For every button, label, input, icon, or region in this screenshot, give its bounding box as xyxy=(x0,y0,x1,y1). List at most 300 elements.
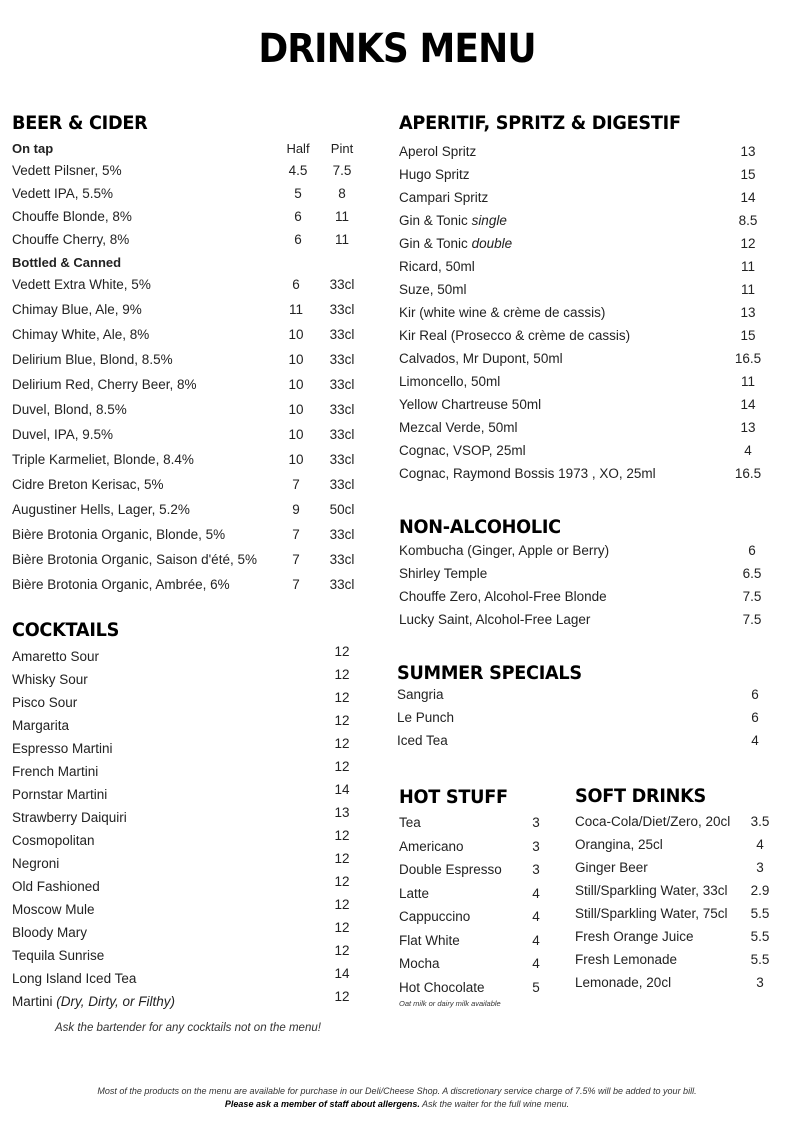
item-name-text: Delirium Blue, Blond, 8.5% xyxy=(12,352,173,367)
cocktail-row xyxy=(12,783,362,806)
cocktail-row xyxy=(12,737,362,760)
pint-price: 7.5 xyxy=(332,163,352,178)
aperitif-price: 15 xyxy=(740,328,756,343)
item-name xyxy=(12,159,122,182)
item-name xyxy=(12,547,257,572)
item-name-text: Mocha xyxy=(399,956,440,971)
item-name xyxy=(12,898,95,921)
aperitif-price: 15 xyxy=(740,167,756,182)
aperitif-row xyxy=(399,462,779,485)
item-name xyxy=(575,810,730,833)
item-name-text: Martini xyxy=(12,994,53,1009)
summer-price: 6 xyxy=(751,710,759,725)
item-name xyxy=(12,944,104,967)
aperitif-price: 8.5 xyxy=(738,213,758,228)
cocktail-price: 12 xyxy=(334,851,350,866)
item-name xyxy=(12,990,175,1013)
item-name xyxy=(12,522,225,547)
bottle-price: 7 xyxy=(292,527,300,542)
hot-drink-price: 5 xyxy=(532,979,540,995)
cocktail-row xyxy=(12,714,362,737)
aperitif-price: 14 xyxy=(740,190,756,205)
soft-drink-row xyxy=(575,902,775,925)
item-name-text: Double Espresso xyxy=(399,862,502,877)
half-column-header: Half xyxy=(286,141,310,156)
item-name-text: Moscow Mule xyxy=(12,902,95,917)
cocktail-price: 12 xyxy=(334,713,350,728)
item-name-text: Campari Spritz xyxy=(399,190,489,205)
item-name xyxy=(575,856,648,879)
item-name-text: Espresso Martini xyxy=(12,741,113,756)
item-name-text: Cognac, VSOP, 25ml xyxy=(399,443,526,458)
item-name-suffix: single xyxy=(471,213,507,228)
non-alcoholic-row xyxy=(399,585,779,608)
soft-drink-row xyxy=(575,833,775,856)
bottled-row xyxy=(12,272,362,297)
bottle-price: 9 xyxy=(292,502,300,517)
aperitif-row xyxy=(399,186,779,209)
item-name-text: Limoncello, 50ml xyxy=(399,374,501,389)
item-name xyxy=(399,140,476,163)
item-name xyxy=(12,447,194,472)
item-name xyxy=(12,691,77,714)
item-name xyxy=(575,925,694,948)
item-name xyxy=(12,714,69,737)
aperitif-row xyxy=(399,209,779,232)
aperitif-price: 11 xyxy=(740,282,755,297)
bottled-header xyxy=(12,251,362,274)
bottle-price: 11 xyxy=(288,302,303,317)
item-name-text: Amaretto Sour xyxy=(12,649,100,664)
item-name xyxy=(12,829,95,852)
beer-on-tap-list xyxy=(12,139,362,274)
bottled-row xyxy=(12,572,362,597)
item-name xyxy=(12,422,113,447)
hot-drink-row xyxy=(399,835,559,859)
soft-drink-price: 5.5 xyxy=(750,906,770,921)
cocktails-heading: COCKTAILS xyxy=(12,619,120,641)
item-name-text: Gin & Tonic xyxy=(399,236,468,251)
item-name-text: Iced Tea xyxy=(397,733,448,748)
cocktail-row xyxy=(12,691,362,714)
aperitif-row xyxy=(399,232,779,255)
cocktail-row xyxy=(12,875,362,898)
on-tap-header xyxy=(12,139,362,159)
bottled-row xyxy=(12,522,362,547)
item-name xyxy=(399,976,485,1000)
hot-stuff-heading: HOT STUFF xyxy=(399,786,508,808)
aperitif-row xyxy=(399,347,779,370)
item-name-text: Kombucha (Ginger, Apple or Berry) xyxy=(399,543,610,558)
bottle-price: 7 xyxy=(292,577,300,592)
bottle-size: 33cl xyxy=(329,452,355,467)
wine-menu-notice: Ask the waiter for the full wine menu. xyxy=(419,1099,570,1109)
cocktail-price: 13 xyxy=(334,805,350,820)
bottled-row xyxy=(12,547,362,572)
bottled-row xyxy=(12,322,362,347)
item-name-text: Chouffe Cherry, 8% xyxy=(12,232,130,247)
item-name xyxy=(399,882,429,906)
bottle-price: 6 xyxy=(292,277,300,292)
item-name xyxy=(12,645,99,668)
soft-drink-row xyxy=(575,879,775,902)
item-name xyxy=(12,322,149,347)
aperitif-row xyxy=(399,163,779,186)
cocktail-row xyxy=(12,829,362,852)
non-alcoholic-list xyxy=(399,539,779,631)
item-name xyxy=(399,462,656,485)
item-name-text: Lucky Saint, Alcohol-Free Lager xyxy=(399,612,591,627)
item-name-text: French Martini xyxy=(12,764,99,779)
item-name-text: Le Punch xyxy=(397,710,455,725)
soft-drink-price: 4 xyxy=(756,837,764,852)
soft-drink-price: 5.5 xyxy=(750,929,770,944)
item-name-text: Americano xyxy=(399,838,464,854)
item-name xyxy=(575,948,677,971)
bottle-price: 10 xyxy=(288,402,304,417)
bottled-row xyxy=(12,347,362,372)
summer-specials-list xyxy=(397,683,777,752)
aperitif-price: 16.5 xyxy=(734,351,762,366)
item-name xyxy=(399,835,464,859)
item-name xyxy=(399,905,470,929)
half-price: 4.5 xyxy=(288,163,308,178)
aperitif-row xyxy=(399,439,779,462)
item-name-text: Coca-Cola/Diet/Zero, 20cl xyxy=(575,814,731,829)
summer-row xyxy=(397,706,777,729)
item-name xyxy=(399,439,526,462)
hot-drink-price: 4 xyxy=(532,885,540,901)
bottle-size: 50cl xyxy=(329,502,355,517)
item-name xyxy=(399,539,609,562)
item-name-text: Orangina, 25cl xyxy=(575,837,663,852)
item-name-text: Cognac, Raymond Bossis 1973 , XO, 25ml xyxy=(399,466,656,481)
item-name-text: Tea xyxy=(399,815,421,830)
bottle-price: 10 xyxy=(288,352,304,367)
item-name-text: Shirley Temple xyxy=(399,566,488,581)
hot-stuff-list xyxy=(399,811,559,999)
hot-drink-row xyxy=(399,858,559,882)
item-name-text: Bière Brotonia Organic, Blonde, 5% xyxy=(12,527,226,542)
soft-drink-price: 5.5 xyxy=(750,952,770,967)
non-alcoholic-row xyxy=(399,608,779,631)
soft-drink-row xyxy=(575,948,775,971)
bottle-size: 33cl xyxy=(329,552,355,567)
hot-drink-row xyxy=(399,882,559,906)
item-name xyxy=(12,572,230,597)
on-tap-row xyxy=(12,159,362,182)
summer-row xyxy=(397,729,777,752)
page-title: DRINKS MENU xyxy=(258,26,536,72)
item-name-text: Vedett IPA, 5.5% xyxy=(12,186,114,201)
summer-specials-heading: SUMMER SPECIALS xyxy=(397,662,582,684)
item-name-text: Hugo Spritz xyxy=(399,167,470,182)
cocktail-price: 12 xyxy=(334,874,350,889)
soft-drink-row xyxy=(575,971,775,994)
footer-allergens xyxy=(0,1099,794,1109)
bottled-row xyxy=(12,422,362,447)
item-name-text: Tequila Sunrise xyxy=(12,948,105,963)
item-name-text: Bière Brotonia Organic, Ambrée, 6% xyxy=(12,577,230,592)
bottle-price: 10 xyxy=(288,377,304,392)
soft-drink-row xyxy=(575,810,775,833)
cocktail-row xyxy=(12,852,362,875)
hot-drink-price: 3 xyxy=(532,862,540,877)
aperitif-price: 11 xyxy=(740,374,755,389)
item-name xyxy=(12,182,113,205)
aperitif-row xyxy=(399,416,779,439)
bottle-size: 33cl xyxy=(329,402,355,417)
item-name xyxy=(12,852,59,875)
item-name-text: Bloody Mary xyxy=(12,925,88,940)
bottled-row xyxy=(12,497,362,522)
item-name-text: Kir Real (Prosecco & crème de cassis) xyxy=(399,328,631,343)
aperitif-row xyxy=(399,301,779,324)
item-name-suffix: double xyxy=(471,236,513,251)
cocktail-price: 12 xyxy=(334,897,350,912)
hot-drink-price: 4 xyxy=(532,956,540,971)
item-name xyxy=(399,186,488,209)
bottle-price: 10 xyxy=(288,452,304,467)
cocktails-list xyxy=(12,645,362,1013)
on-tap-label: On tap xyxy=(12,141,54,156)
item-name xyxy=(399,952,440,976)
summer-price: 4 xyxy=(751,733,759,748)
aperitif-price: 4 xyxy=(744,443,752,458)
cocktail-row xyxy=(12,645,362,668)
cocktail-price: 12 xyxy=(334,989,350,1004)
soft-drink-price: 3 xyxy=(756,975,764,990)
item-name-text: Lemonade, 20cl xyxy=(575,975,672,990)
aperitif-price: 13 xyxy=(740,420,756,435)
footer-note: Most of the products on the menu are available for purchase in our Deli/Cheese Shop. A discretionary service charge of 7.5% will be added to your bill. xyxy=(97,1086,697,1096)
item-name xyxy=(12,806,127,829)
item-name-text: Suze, 50ml xyxy=(399,282,467,297)
non-alcoholic-price: 7.5 xyxy=(742,612,762,627)
item-name-text: Chimay White, Ale, 8% xyxy=(12,327,150,342)
item-name-text: Sangria xyxy=(397,687,444,702)
item-name xyxy=(575,879,728,902)
milk-note: Oat milk or dairy milk available xyxy=(399,999,501,1008)
item-name-text: Calvados, Mr Dupont, 50ml xyxy=(399,351,563,366)
cocktail-row xyxy=(12,944,362,967)
bottled-row xyxy=(12,372,362,397)
bottled-row xyxy=(12,297,362,322)
cocktail-row xyxy=(12,967,362,990)
soft-drink-row xyxy=(575,856,775,879)
cocktail-row xyxy=(12,668,362,691)
item-name-text: Latte xyxy=(399,885,430,901)
cocktail-price: 12 xyxy=(334,690,350,705)
bottle-price: 7 xyxy=(292,477,300,492)
on-tap-row xyxy=(12,205,362,228)
item-name xyxy=(399,301,605,324)
bottled-row xyxy=(12,472,362,497)
bottle-price: 7 xyxy=(292,552,300,567)
soft-drink-price: 2.9 xyxy=(750,883,770,898)
hot-drink-row xyxy=(399,976,559,1000)
non-alcoholic-price: 6 xyxy=(748,543,756,558)
aperitif-price: 12 xyxy=(740,236,756,251)
hot-drink-price: 4 xyxy=(532,909,540,924)
cocktail-price: 12 xyxy=(334,759,350,774)
hot-drink-price: 3 xyxy=(532,838,540,854)
item-name xyxy=(399,370,500,393)
pint-price: 11 xyxy=(334,209,349,224)
item-name xyxy=(575,971,671,994)
item-name-text: Still/Sparkling Water, 75cl xyxy=(575,906,728,921)
non-alcoholic-price: 6.5 xyxy=(742,566,762,581)
item-name xyxy=(399,416,518,439)
aperitif-row xyxy=(399,140,779,163)
item-name xyxy=(12,875,100,898)
item-name xyxy=(12,297,142,322)
item-name xyxy=(12,228,129,251)
item-name-text: Negroni xyxy=(12,856,60,871)
item-name-text: Gin & Tonic xyxy=(399,213,468,228)
bottle-size: 33cl xyxy=(329,577,355,592)
on-tap-row xyxy=(12,182,362,205)
item-name xyxy=(12,397,127,422)
item-name xyxy=(399,585,607,608)
item-name-text: Mezcal Verde, 50ml xyxy=(399,420,518,435)
non-alcoholic-row xyxy=(399,562,779,585)
hot-drink-row xyxy=(399,905,559,929)
aperitif-row xyxy=(399,393,779,416)
soft-drink-price: 3.5 xyxy=(750,814,770,829)
soft-drinks-heading: SOFT DRINKS xyxy=(575,785,707,807)
item-name-text: Cidre Breton Kerisac, 5% xyxy=(12,477,164,492)
pint-column-header: Pint xyxy=(330,141,354,156)
aperitif-heading: APERITIF, SPRITZ & DIGESTIF xyxy=(399,112,681,134)
item-name-text: Fresh Lemonade xyxy=(575,952,678,967)
aperitif-row xyxy=(399,370,779,393)
summer-row xyxy=(397,683,777,706)
item-name-text: Pornstar Martini xyxy=(12,787,108,802)
item-name-text: Margarita xyxy=(12,718,70,733)
bottle-price: 10 xyxy=(288,327,304,342)
cocktail-price: 14 xyxy=(334,966,350,981)
cocktail-row xyxy=(12,898,362,921)
cocktail-price: 12 xyxy=(334,920,350,935)
cocktail-row xyxy=(12,990,362,1013)
soft-drinks-list xyxy=(575,810,775,994)
item-name xyxy=(399,163,470,186)
item-name xyxy=(575,902,728,925)
item-name-text: Fresh Orange Juice xyxy=(575,929,694,944)
bottle-size: 33cl xyxy=(329,352,355,367)
cocktails-note: Ask the bartender for any cocktails not on the menu! xyxy=(55,1022,321,1034)
item-name xyxy=(399,324,630,347)
aperitif-row xyxy=(399,255,779,278)
cocktail-price: 12 xyxy=(334,667,350,682)
cocktail-row xyxy=(12,760,362,783)
item-name xyxy=(12,205,132,228)
half-price: 6 xyxy=(294,232,302,247)
aperitif-price: 11 xyxy=(740,259,755,274)
item-name-text: Augustiner Hells, Lager, 5.2% xyxy=(12,502,190,517)
item-name-text: Cosmopolitan xyxy=(12,833,95,848)
bottle-size: 33cl xyxy=(329,377,355,392)
item-name-text: Duvel, Blond, 8.5% xyxy=(12,402,127,417)
item-name-text: Vedett Pilsner, 5% xyxy=(12,163,122,178)
soft-drink-row xyxy=(575,925,775,948)
item-name-text: Strawberry Daiquiri xyxy=(12,810,127,825)
item-name xyxy=(397,729,448,752)
non-alcoholic-price: 7.5 xyxy=(742,589,762,604)
item-name xyxy=(399,393,541,416)
item-name-text: Bière Brotonia Organic, Saison d'été, 5% xyxy=(12,552,257,567)
item-name-text: Duvel, IPA, 9.5% xyxy=(12,427,114,442)
item-name-text: Ginger Beer xyxy=(575,860,648,875)
half-price: 5 xyxy=(294,186,302,201)
non-alcoholic-row xyxy=(399,539,779,562)
cocktail-price: 12 xyxy=(334,828,350,843)
item-name xyxy=(399,278,467,301)
item-name-text: Aperol Spritz xyxy=(399,144,477,159)
pint-price: 11 xyxy=(334,232,349,247)
item-name xyxy=(12,668,88,691)
item-name-suffix: (Dry, Dirty, or Filthy) xyxy=(56,994,176,1009)
cocktail-price: 12 xyxy=(334,943,350,958)
non-alcoholic-heading: NON-ALCOHOLIC xyxy=(399,516,561,538)
item-name-text: Pisco Sour xyxy=(12,695,78,710)
item-name-text: Cappuccino xyxy=(399,909,471,924)
hot-drink-row xyxy=(399,952,559,976)
bottle-size: 33cl xyxy=(329,327,355,342)
item-name xyxy=(397,706,454,729)
cocktail-price: 12 xyxy=(334,736,350,751)
hot-drink-row xyxy=(399,929,559,953)
item-name-text: Yellow Chartreuse 50ml xyxy=(399,397,542,412)
item-name xyxy=(12,737,113,760)
bottle-size: 33cl xyxy=(329,302,355,317)
item-name-text: Triple Karmeliet, Blonde, 8.4% xyxy=(12,452,194,467)
item-name-text: Ricard, 50ml xyxy=(399,259,475,274)
item-name xyxy=(399,929,460,953)
summer-price: 6 xyxy=(751,687,759,702)
aperitif-row xyxy=(399,278,779,301)
hot-drink-price: 4 xyxy=(532,932,540,948)
aperitif-list xyxy=(399,140,779,485)
item-name-text: Delirium Red, Cherry Beer, 8% xyxy=(12,377,197,392)
item-name-text: Whisky Sour xyxy=(12,672,88,687)
cocktail-price: 14 xyxy=(334,782,350,797)
item-name-text: Vedett Extra White, 5% xyxy=(12,277,151,292)
item-name xyxy=(575,833,663,856)
item-name xyxy=(12,472,164,497)
item-name-text: Old Fashioned xyxy=(12,879,100,894)
bottle-price: 10 xyxy=(288,427,304,442)
cocktail-row xyxy=(12,921,362,944)
item-name-text: Chouffe Blonde, 8% xyxy=(12,209,132,224)
aperitif-price: 13 xyxy=(740,144,756,159)
item-name xyxy=(12,921,87,944)
item-name xyxy=(12,272,151,297)
on-tap-row xyxy=(12,228,362,251)
item-name xyxy=(12,497,190,522)
item-name xyxy=(12,760,98,783)
item-name-text: Flat White xyxy=(399,932,460,948)
bottle-size: 33cl xyxy=(329,277,355,292)
aperitif-price: 14 xyxy=(740,397,756,412)
half-price: 6 xyxy=(294,209,302,224)
bottled-row xyxy=(12,447,362,472)
item-name-text: Chimay Blue, Ale, 9% xyxy=(12,302,142,317)
item-name xyxy=(399,347,563,370)
cocktail-price: 12 xyxy=(334,644,350,659)
item-name-text: Kir (white wine & crème de cassis) xyxy=(399,305,606,320)
